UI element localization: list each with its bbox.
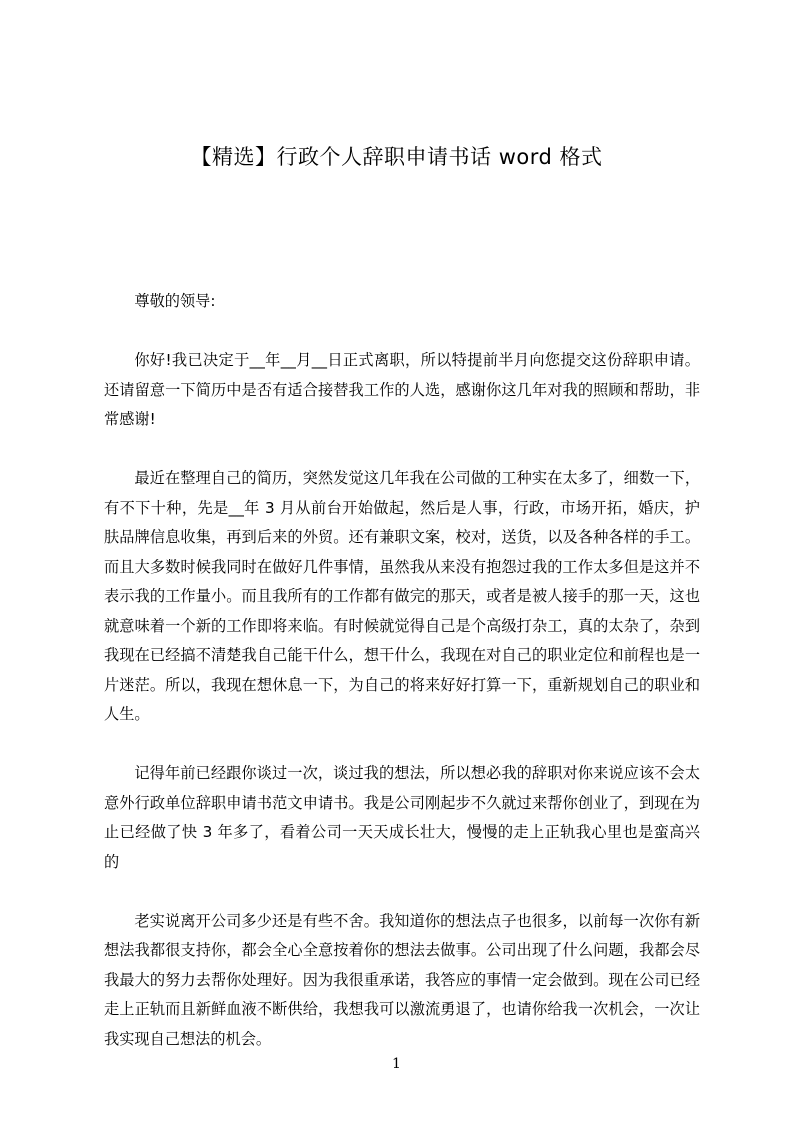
paragraph-2: 最近在整理自己的简历，突然发觉这几年我在公司做的工种实在太多了，细数一下，有不下十种，先是__年 3 月从前台开始做起，然后是人事，行政，市场开拓，婚庆，护肤品牌信息收集，再到后来的外贸。还有兼职文案，校对，送货，以及各种各样的手工。而且大多数时候我同时在做好几件事情，虽然我从来没有抱怨过我的工作太多但是这并不表示我的工作量小。而且我所有的工作都有做完的那天，或者是被人接手的那一天，这也就意味着一个新的工作即将来临。有时候就觉得自己是个高级打杂工，真的太杂了，杂到我现在已经搞不清楚我自己能干什么，想干什么，我现在对自己的职业定位和前程也是一片迷茫。所以，我现在想休息一下，为自己的将来好好打算一下，重新规划自己的职业和人生。 — [104, 469, 700, 723]
paragraph-1: 你好!我已决定于__年__月__日正式离职，所以特提前半月向您提交这份辞职申请。还请留意一下简历中是否有适合接替我工作的人选，感谢你这几年对我的照顾和帮助，非常感谢! — [104, 351, 700, 428]
page-number: 1 — [392, 1056, 401, 1072]
paragraph-gap — [104, 877, 700, 907]
document-title: 【精选】行政个人辞职申请书话 word 格式 — [190, 145, 603, 169]
paragraph-3: 记得年前已经跟你谈过一次，谈过我的想法，所以想必我的辞职对你来说应该不会太意外行政单位辞职申请书范文申请书。我是公司刚起步不久就过来帮你创业了，到现在为止已经做了快 3 年多了，看着公司一天天成长壮大，慢慢的走上正轨我心里也是蛮高兴的 — [104, 764, 700, 871]
salutation: 尊敬的领导: — [134, 292, 216, 310]
paragraph-gap — [104, 435, 700, 465]
paragraph-gap — [104, 730, 700, 760]
paragraph-4: 老实说离开公司多少还是有些不舍。我知道你的想法点子也很多，以前每一次你有新想法我都很支持你，都会全心全意按着你的想法去做事。公司出现了什么问题，我都会尽我最大的努力去帮你处理好。因为我很重承诺，我答应的事情一定会做到。现在公司已经走上正轨而且新鲜血液不断供给，我想我可以激流勇退了，也请你给我一次机会，一次让我实现自己想法的机会。 — [104, 911, 700, 1048]
paragraph-gap — [104, 317, 700, 347]
document-body — [104, 287, 700, 1054]
